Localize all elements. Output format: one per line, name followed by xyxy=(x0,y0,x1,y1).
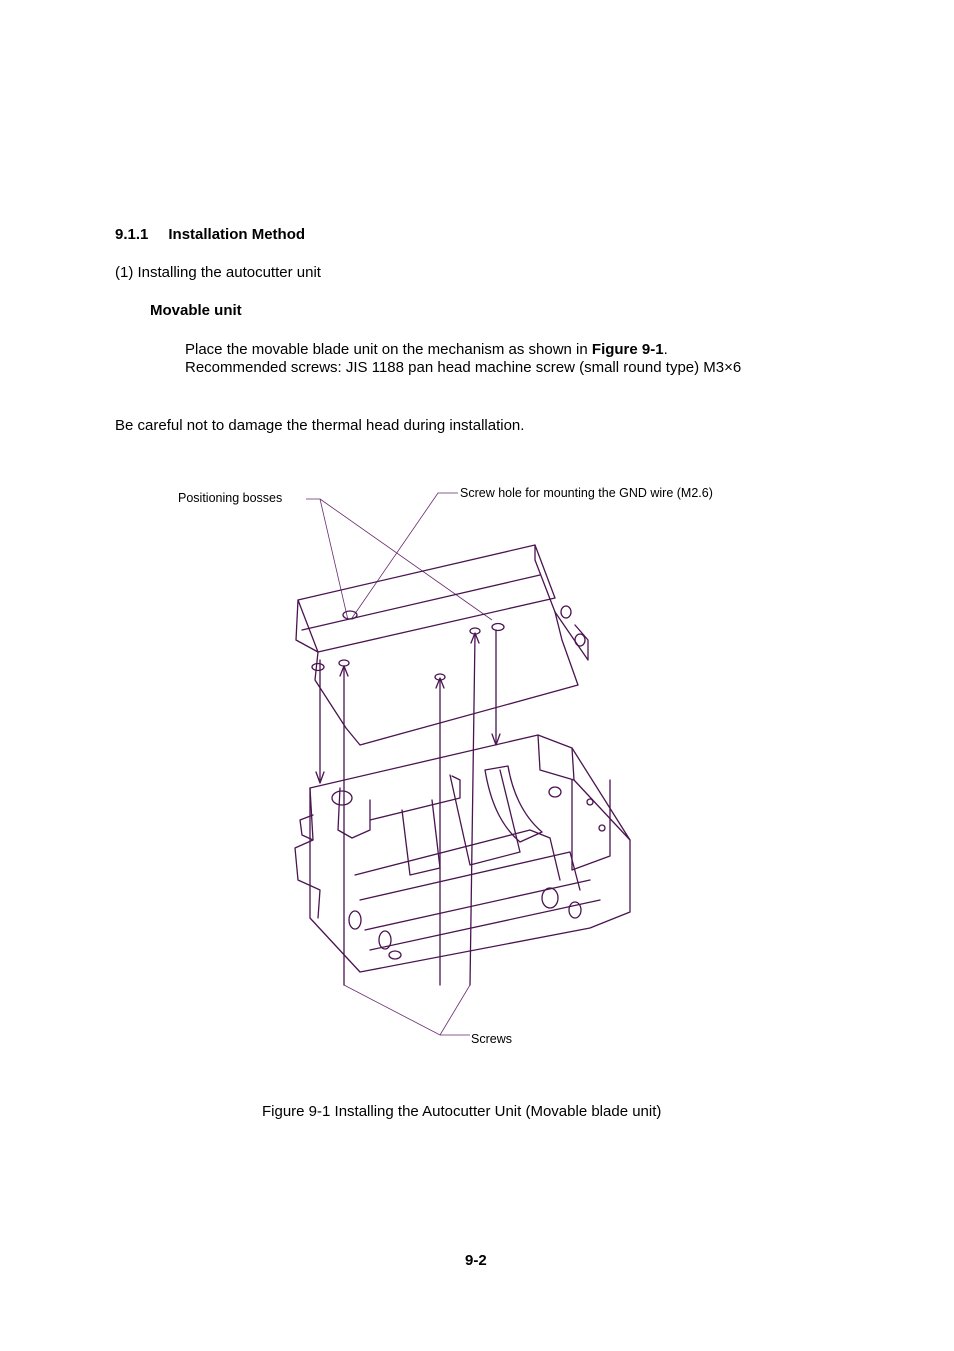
body-line-1-text: Place the movable blade unit on the mechanism as shown in xyxy=(185,341,592,358)
section-number: 9.1.1 xyxy=(115,226,149,243)
caution-note: Be careful not to damage the thermal head during installation. xyxy=(115,417,525,434)
figure-caption: Figure 9-1 Installing the Autocutter Unit (Movable blade unit) xyxy=(262,1103,662,1120)
screw-insertion-arrows xyxy=(316,630,500,985)
printer-mechanism xyxy=(295,735,630,972)
page-number: 9-2 xyxy=(465,1252,487,1269)
body-line-1-end: . xyxy=(663,341,668,358)
label-screw-hole: Screw hole for mounting the GND wire (M2.6) xyxy=(460,486,713,500)
label-screws: Screws xyxy=(471,1032,512,1046)
autocutter-installation-figure xyxy=(170,480,770,1080)
section-title: Installation Method xyxy=(168,226,306,243)
movable-blade-unit xyxy=(296,545,588,745)
label-positioning-bosses: Positioning bosses xyxy=(178,491,283,505)
figure-drawing xyxy=(170,480,770,1080)
subsection-title: Movable unit xyxy=(150,302,242,319)
figure-reference: Figure 9-1 xyxy=(591,341,664,358)
body-line-2: Recommended screws: JIS 1188 pan head machine screw (small round type) M3×6 xyxy=(185,359,742,376)
body-line-1 xyxy=(185,341,668,359)
leader-lines xyxy=(306,493,492,1035)
section-heading xyxy=(115,226,305,244)
step-label: (1) Installing the autocutter unit xyxy=(115,264,321,281)
